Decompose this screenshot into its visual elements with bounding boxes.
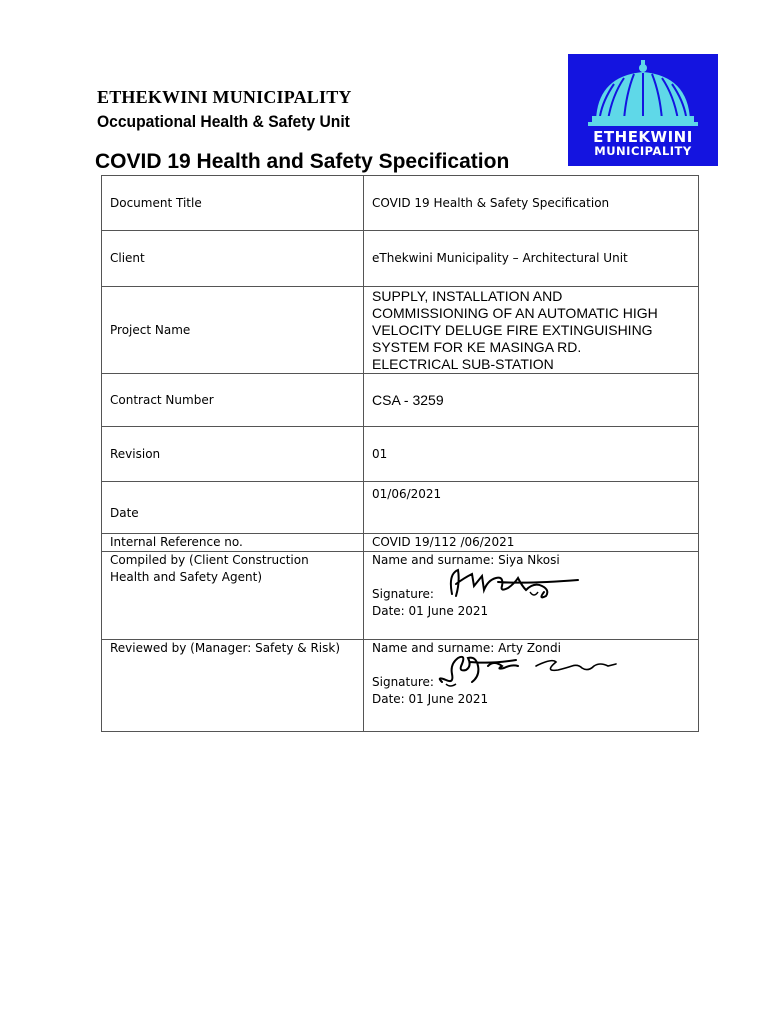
client-label: Client xyxy=(102,231,364,287)
compiled-by-label-line: Compiled by (Client Construction xyxy=(110,553,309,567)
compiled-by-signature-label: Signature: xyxy=(372,587,434,601)
compiled-by-label xyxy=(102,552,364,640)
internal-reference-label: Internal Reference no. xyxy=(102,534,364,552)
revision-value: 01 xyxy=(364,427,699,482)
reviewed-by-name: Name and surname: Arty Zondi xyxy=(372,641,561,655)
project-name-value xyxy=(364,287,699,374)
table-row xyxy=(102,231,699,287)
reviewed-by-date: Date: 01 June 2021 xyxy=(372,692,489,706)
table-row xyxy=(102,287,699,374)
contract-number-value: CSA - 3259 xyxy=(364,374,699,427)
specification-table xyxy=(101,175,699,732)
table-row xyxy=(102,534,699,552)
reviewed-by-signature-line xyxy=(372,674,690,691)
project-name-line: SUPPLY, INSTALLATION AND xyxy=(372,287,563,304)
unit-name: Occupational Health & Safety Unit xyxy=(97,112,350,131)
table-row xyxy=(102,552,699,640)
table-row xyxy=(102,374,699,427)
contract-number-label: Contract Number xyxy=(102,374,364,427)
organization-name: ETHEKWINI MUNICIPALITY xyxy=(97,87,352,107)
compiled-by-label-line: Health and Safety Agent) xyxy=(110,570,263,584)
table-row xyxy=(102,640,699,732)
project-name-line: VELOCITY DELUGE FIRE EXTINGUISHING xyxy=(372,321,653,338)
project-name-line: SYSTEM FOR KE MASINGA RD. xyxy=(372,338,582,355)
client-value: eThekwini Municipality – Architectural Unit xyxy=(364,231,699,287)
project-name-line: COMMISSIONING OF AN AUTOMATIC HIGH xyxy=(372,304,658,321)
date-label: Date xyxy=(102,482,364,534)
project-name-label: Project Name xyxy=(102,287,364,374)
compiled-by-signature-line xyxy=(372,586,690,603)
document-title-value: COVID 19 Health & Safety Specification xyxy=(364,176,699,231)
signature-siya-nkosi xyxy=(438,564,588,604)
table-row xyxy=(102,482,699,534)
document-heading: COVID 19 Health and Safety Specification xyxy=(95,150,510,173)
compiled-by-value xyxy=(364,552,699,640)
revision-label: Revision xyxy=(102,427,364,482)
signature-arty-zondi xyxy=(432,646,622,690)
table-row xyxy=(102,427,699,482)
reviewed-by-value xyxy=(364,640,699,732)
date-value: 01/06/2021 xyxy=(364,482,699,534)
reviewed-by-signature-label: Signature: xyxy=(372,675,434,689)
compiled-by-date: Date: 01 June 2021 xyxy=(372,604,489,618)
ethekwini-logo xyxy=(568,54,718,166)
table-row xyxy=(102,176,699,231)
document-title-label: Document Title xyxy=(102,176,364,231)
reviewed-by-label: Reviewed by (Manager: Safety & Risk) xyxy=(102,640,364,732)
project-name-line: ELECTRICAL SUB-STATION xyxy=(372,355,554,372)
logo-text-line2: MUNICIPALITY xyxy=(594,144,692,158)
internal-reference-value: COVID 19/112 /06/2021 xyxy=(364,534,699,552)
logo-text-line1: ETHEKWINI xyxy=(593,128,693,146)
compiled-by-name: Name and surname: Siya Nkosi xyxy=(372,553,560,567)
